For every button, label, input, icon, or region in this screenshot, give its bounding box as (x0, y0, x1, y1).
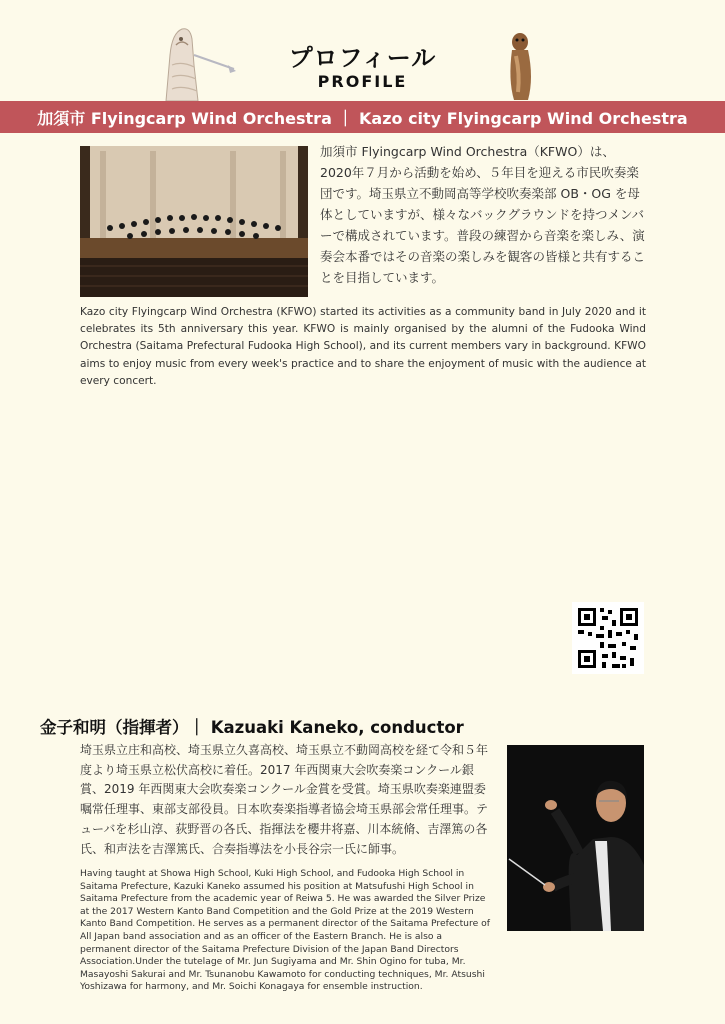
banner-label: 加須市 Flyingcarp Wind Orchestra ｜ Kazo city Flyingcarp Wind Orchestra (37, 108, 688, 128)
page-title: プロフィール (288, 44, 437, 72)
conductor-bio-en: Having taught at Showa High School, Kuki High School, and Fudooka High School in Saitama Prefecture, Kazuki Kaneko assumed his position at Matsufushi High School in Saitama Prefecture from the academic year of Reiwa 5. He was awarded the Silver Prize at the 2017 Western Kanto Band Competition and the Gold Prize at the 2019 Western Kanto Band Competition. He serves as a permanent director of the Saitama Prefecture of All Japan band association and as an officer of the Eastern Branch. He is also a permanent director of the Saitama Prefecture Division of the Japan Band Directors Association.Under the tutelage of Mr. Jun Sugiyama and Mr. Shin Ogino for tuba, Mr. Masayoshi Sakurai and Mr. Tsunanobu Kawamoto for conducting techniques, Mr. Atsushi Yoshizawa for harmony, and Mr. Soichi Konagaya for ensemble instruction. (80, 868, 490, 993)
conductor-photo (507, 745, 644, 931)
section-banner (0, 101, 725, 133)
orchestra-photo (80, 146, 308, 297)
page-subtitle: PROFILE (317, 72, 408, 91)
orchestra-description-en: Kazo city Flyingcarp Wind Orchestra (KFWO) started its activities as a community band in July 2020 and it celebrates its 5th anniversary this year. KFWO is mainly organised by the alumni of the Fudooka Wind Orchestra (Saitama Prefectural Fudooka High School), and its current members vary in background. KFWO aims to enjoy music from every week's practice and to share the enjoyment of music with the audience at every concert. (80, 306, 646, 387)
conductor-heading: 金子和明（指揮者）｜ Kazuaki Kaneko, conductor (40, 718, 464, 737)
qr-code-icon[interactable] (572, 602, 644, 674)
conductor-bio-jp: 埼玉県立庄和高校、埼玉県立久喜高校、埼玉県立不動岡高校を経て令和５年度より埼玉県立松伏高校に着任。2017 年西関東大会吹奏楽コンクール銀賞、2019 年西関東大会吹奏楽コンクール金賞を受賞。埼玉県吹奏楽連盟委嘱常任理事、東部支部役員。日本吹奏楽指導者協会埼玉県部会常任理事。テューバを杉山淳、荻野晋の各氏、指揮法を櫻井将嘉、川本統脩、吉澤篤の各氏、和声法を吉澤篤氏、合奏指導法を小長谷宗一氏に師事。 (80, 743, 489, 856)
orchestra-description-jp: 加須市 Flyingcarp Wind Orchestra（KFWO）は、2020年７月から活動を始め、５年目を迎える市民吹奏楽団です。埼玉県立不動岡高等学校吹奏楽部 OB・OG を母体としていますが、様々なバックグラウンドを持つメンバーで構成されています。普段の練習から音楽を楽しみ、演奏会本番ではその音楽の楽しみを観客の皆様と共有することを目指しています。 (320, 144, 646, 285)
